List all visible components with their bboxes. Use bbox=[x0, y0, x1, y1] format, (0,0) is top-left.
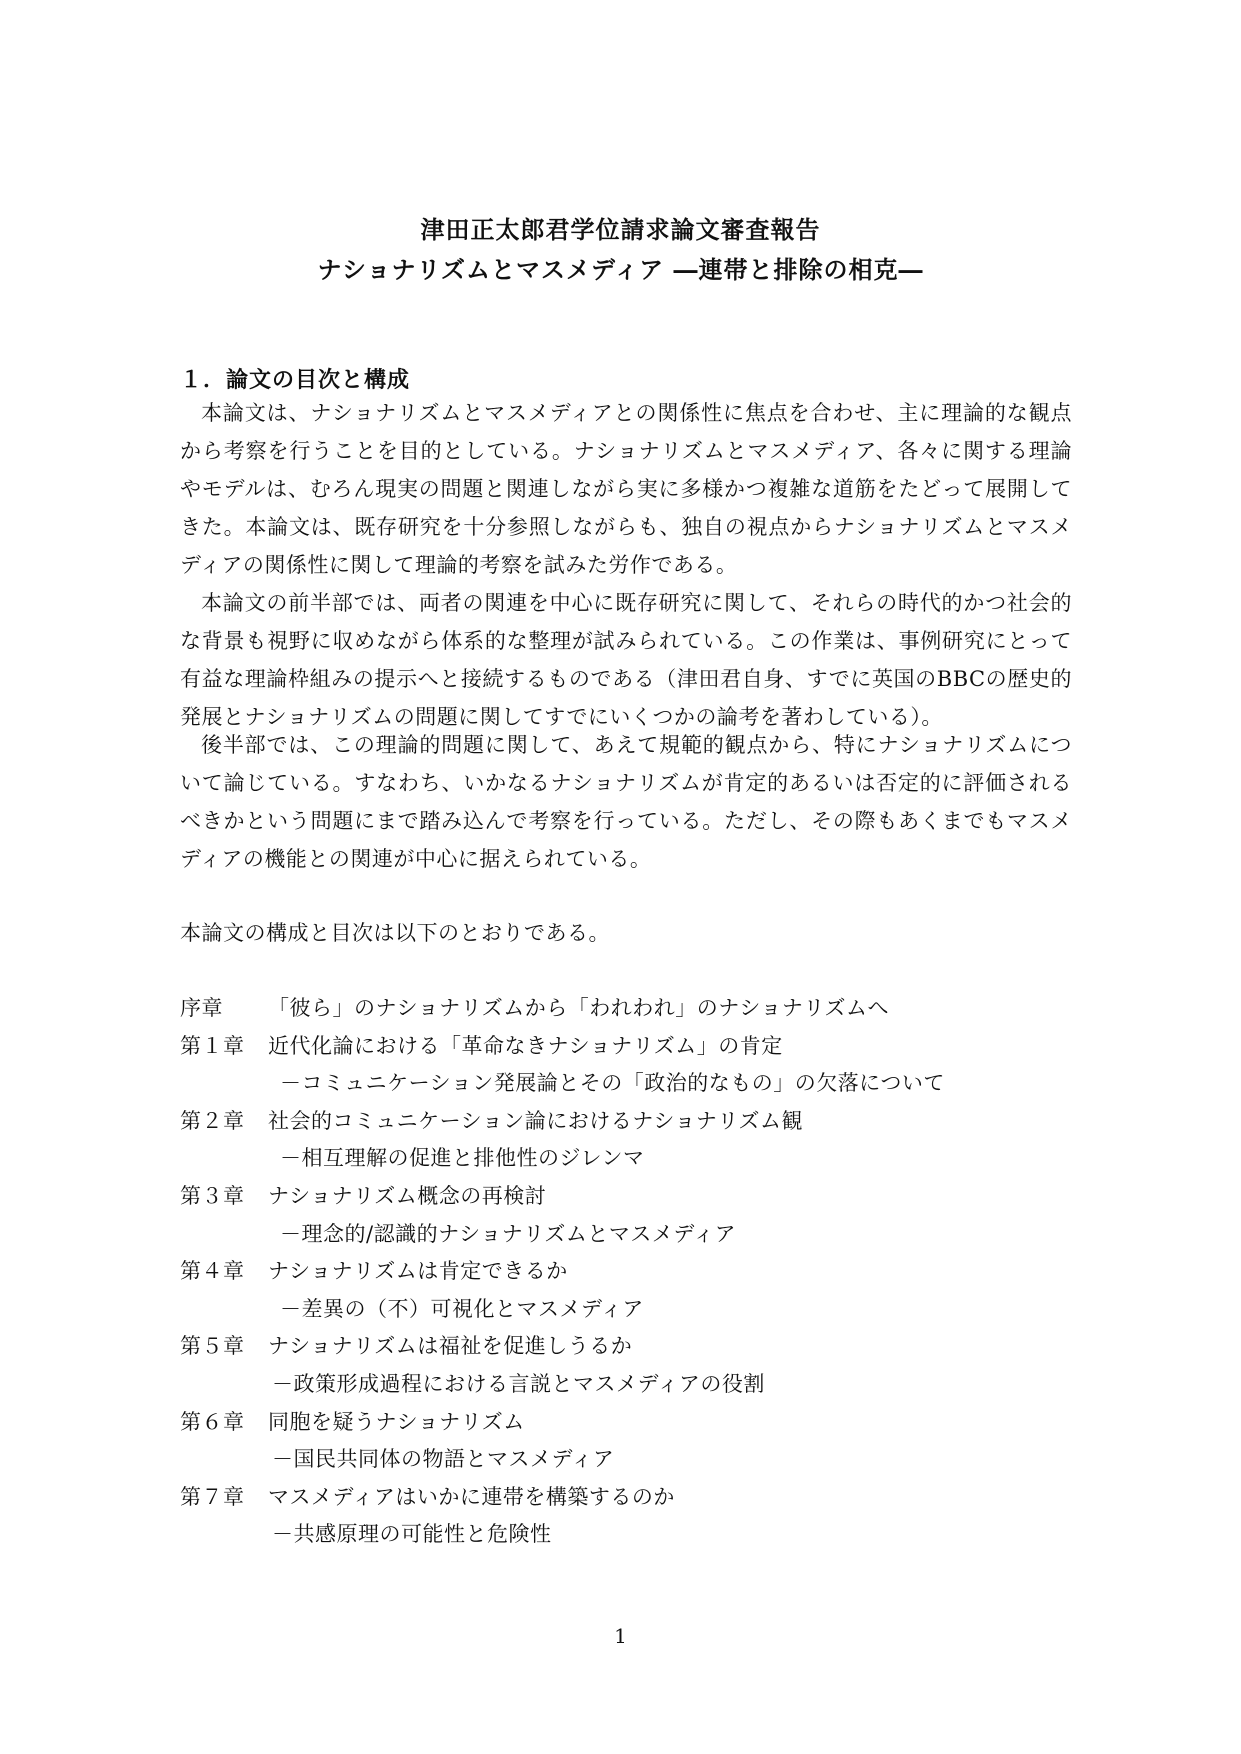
paragraph-1 bbox=[180, 394, 1072, 584]
chapter-title: ナショナリズムは肯定できるか bbox=[268, 1259, 568, 1284]
paragraph-2 bbox=[180, 584, 1072, 736]
chapter-title: 「彼ら」のナショナリズムから「われわれ」のナショナリズムへ bbox=[268, 996, 889, 1020]
chapter-label: 第３章 bbox=[180, 1183, 245, 1208]
chapter-label: 序章 bbox=[180, 996, 223, 1020]
chapter-title: ナショナリズム概念の再検討 bbox=[268, 1183, 547, 1208]
chapter-title: 近代化論における「革命なきナショナリズム」の肯定 bbox=[268, 1033, 783, 1058]
chapter-label: 第４章 bbox=[180, 1259, 245, 1284]
chapter-subtitle: －相互理解の促進と排他性のジレンマ bbox=[280, 1146, 645, 1171]
paragraph-text: 本論文は、ナショナリズムとマスメディアとの関係性に焦点を合わせ、主に理論的な観点から考察を行うことを目的としている。ナショナリズムとマスメディア、各々に関する理論やモデルは、むろん現実の問題と関連しながら実に多様かつ複雑な道筋をたどって展開してきた。本論文は、既存研究を十分参照しながらも、独自の視点からナショナリズムとマスメディアの関係性に関して理論的考察を試みた労作である。 bbox=[180, 401, 1072, 577]
paragraph-3 bbox=[180, 726, 1072, 878]
toc-chapter-1 bbox=[180, 1028, 1080, 1066]
chapter-label: 第２章 bbox=[180, 1108, 245, 1133]
page-number: 1 bbox=[614, 1624, 627, 1648]
chapter-label: 第７章 bbox=[180, 1484, 245, 1509]
chapter-label: 第６章 bbox=[180, 1409, 245, 1434]
chapter-subtitle: －理念的/認識的ナショナリズムとマスメディア bbox=[280, 1221, 737, 1246]
chapter-title: ナショナリズムは福祉を促進しうるか bbox=[268, 1334, 633, 1359]
chapter-title: マスメディアはいかに連帯を構築するのか bbox=[268, 1484, 675, 1509]
toc-intro: 本論文の構成と目次は以下のとおりである。 bbox=[180, 921, 610, 945]
toc-chapter-3 bbox=[180, 1178, 1080, 1216]
section-heading: １．論文の目次と構成 bbox=[180, 367, 411, 393]
thesis-title: ナショナリズムとマスメディア ―連帯と排除の相克― bbox=[317, 255, 924, 284]
toc-chapter-7 bbox=[180, 1479, 1080, 1517]
toc-chapter-6 bbox=[180, 1404, 1080, 1442]
chapter-subtitle: －国民共同体の物語とマスメディア bbox=[272, 1447, 615, 1472]
chapter-label: 第５章 bbox=[180, 1334, 245, 1359]
toc-chapter-2 bbox=[180, 1103, 1080, 1141]
chapter-subtitle: －政策形成過程における言説とマスメディアの役割 bbox=[272, 1371, 765, 1396]
paragraph-text: 後半部では、この理論的問題に関して、あえて規範的観点から、特にナショナリズムについて論じている。すなわち、いかなるナショナリズムが肯定的あるいは否定的に評価されるべきかという問題にまで踏み込んで考察を行っている。ただし、その際もあくまでもマスメディアの機能との関連が中心に据えられている。 bbox=[180, 733, 1072, 871]
chapter-subtitle: －差異の（不）可視化とマスメディア bbox=[280, 1296, 644, 1321]
table-of-contents bbox=[180, 990, 1080, 1554]
chapter-subtitle: －共感原理の可能性と危険性 bbox=[272, 1522, 552, 1547]
paragraph-text: 本論文の前半部では、両者の関連を中心に既存研究に関して、それらの時代的かつ社会的な背景も視野に収めながら体系的な整理が試みられている。この作業は、事例研究にとって有益な理論枠組みの提示へと接続するものである（津田君自身、すでに英国のBBCの歴史的発展とナショナリズムの問題に関してすでにいくつかの論考を著わしている）。 bbox=[180, 591, 1072, 729]
chapter-title: 同胞を疑うナショナリズム bbox=[268, 1409, 525, 1434]
report-title: 津田正太郎君学位請求論文審査報告 bbox=[420, 215, 821, 244]
chapter-label: 第１章 bbox=[180, 1033, 245, 1058]
chapter-title: 社会的コミュニケーション論におけるナショナリズム観 bbox=[268, 1108, 803, 1133]
chapter-subtitle: －コミュニケーション発展論とその「政治的なもの」の欠落について bbox=[280, 1071, 945, 1096]
toc-chapter-4 bbox=[180, 1253, 1080, 1291]
toc-prologue bbox=[180, 990, 1080, 1028]
toc-chapter-5 bbox=[180, 1328, 1080, 1366]
